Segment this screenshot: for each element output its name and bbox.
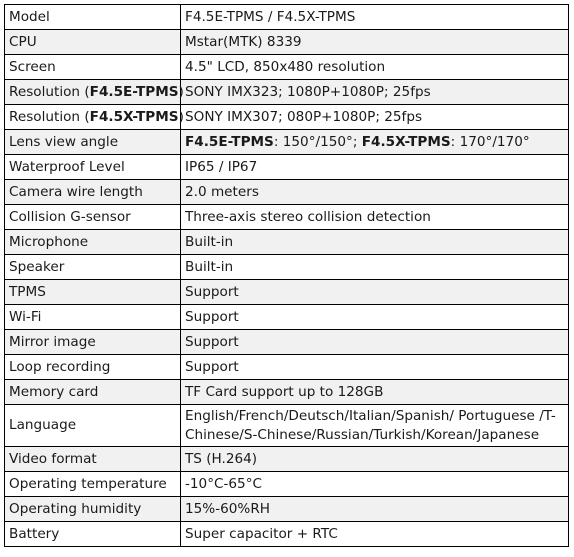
spec-value: Support	[181, 355, 569, 380]
table-row	[5, 355, 569, 380]
table-row	[5, 180, 569, 205]
spec-value: English/French/Deutsch/Italian/Spanish/ Portuguese /T-Chinese/S-Chinese/Russian/Turkish/Korean/Japanese	[181, 405, 569, 447]
table-row	[5, 472, 569, 497]
spec-value: TS (H.264)	[181, 447, 569, 472]
table-row	[5, 255, 569, 280]
table-row	[5, 330, 569, 355]
table-row	[5, 497, 569, 522]
table-row	[5, 30, 569, 55]
model-name-bold: F4.5X-TPMS	[361, 134, 451, 150]
spec-value: TF Card support up to 128GB	[181, 380, 569, 405]
model-name-bold: F4.5E-TPMS	[185, 134, 274, 150]
spec-label: Model	[5, 5, 181, 30]
model-name-bold: F4.5X-TPMS	[89, 109, 179, 125]
table-row	[5, 305, 569, 330]
table-row	[5, 155, 569, 180]
spec-value: Three-axis stereo collision detection	[181, 205, 569, 230]
table-row	[5, 405, 569, 447]
spec-value	[181, 130, 569, 155]
label-suffix: )	[178, 84, 184, 100]
label-prefix: Resolution (	[9, 109, 90, 125]
spec-label: Battery	[5, 522, 181, 547]
spec-value: SONY IMX307; 080P+1080P; 25fps	[181, 105, 569, 130]
spec-label: Operating humidity	[5, 497, 181, 522]
spec-label: Camera wire length	[5, 180, 181, 205]
spec-value: Super capacitor + RTC	[181, 522, 569, 547]
label-suffix: )	[178, 109, 184, 125]
spec-label: Operating temperature	[5, 472, 181, 497]
spec-value: IP65 / IP67	[181, 155, 569, 180]
spec-label: Waterproof Level	[5, 155, 181, 180]
spec-label: Collision G-sensor	[5, 205, 181, 230]
table-row	[5, 105, 569, 130]
spec-label: CPU	[5, 30, 181, 55]
spec-label: Wi-Fi	[5, 305, 181, 330]
spec-value: Mstar(MTK) 8339	[181, 30, 569, 55]
spec-value: Support	[181, 305, 569, 330]
label-prefix: Resolution (	[9, 84, 90, 100]
spec-label	[5, 80, 184, 105]
spec-label: Video format	[5, 447, 181, 472]
table-row	[5, 380, 569, 405]
spec-value: SONY IMX323; 1080P+1080P; 25fps	[181, 80, 569, 105]
angle-text: : 170°/170°	[450, 134, 530, 150]
spec-value: 4.5" LCD, 850x480 resolution	[181, 55, 569, 80]
angle-text: : 150°/150°;	[273, 134, 362, 150]
table-row	[5, 130, 569, 155]
table-row	[5, 205, 569, 230]
spec-label: Mirror image	[5, 330, 181, 355]
spec-value: F4.5E-TPMS / F4.5X-TPMS	[181, 5, 569, 30]
spec-value: 2.0 meters	[181, 180, 569, 205]
spec-label: Lens view angle	[5, 130, 181, 155]
spec-label: Loop recording	[5, 355, 181, 380]
spec-value: -10°C-65°C	[181, 472, 569, 497]
spec-value: Built-in	[181, 230, 569, 255]
table-row	[5, 447, 569, 472]
spec-label: Screen	[5, 55, 181, 80]
spec-label: TPMS	[5, 280, 181, 305]
table-row	[5, 80, 569, 105]
spec-label: Language	[5, 405, 181, 447]
table-row	[5, 5, 569, 30]
table-row	[5, 55, 569, 80]
spec-label: Memory card	[5, 380, 181, 405]
spec-label: Microphone	[5, 230, 181, 255]
spec-table	[4, 4, 569, 547]
spec-value: Built-in	[181, 255, 569, 280]
spec-label: Speaker	[5, 255, 181, 280]
table-row	[5, 230, 569, 255]
spec-value: Support	[181, 330, 569, 355]
model-name-bold: F4.5E-TPMS	[89, 84, 179, 100]
spec-value: Support	[181, 280, 569, 305]
spec-label	[5, 105, 184, 130]
table-row	[5, 280, 569, 305]
spec-value: 15%-60%RH	[181, 497, 569, 522]
table-row	[5, 522, 569, 547]
